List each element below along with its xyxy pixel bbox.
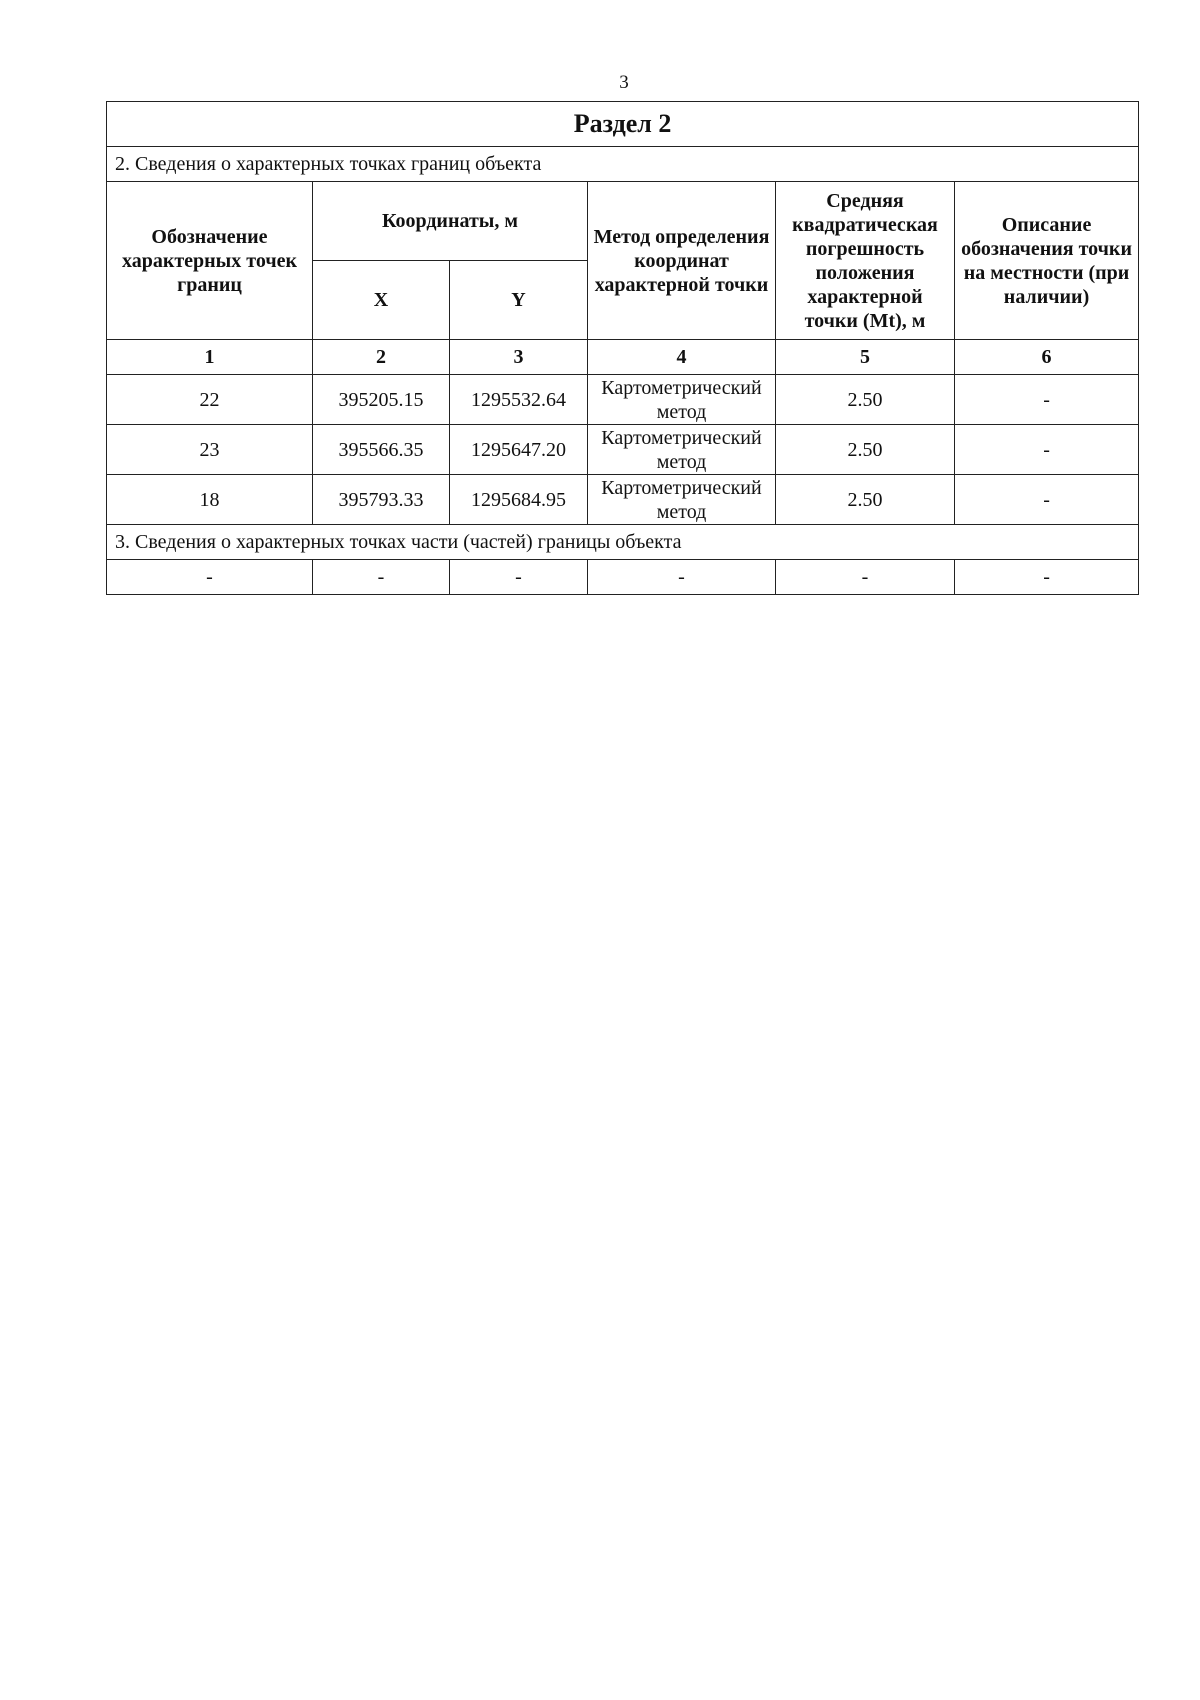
section-2-table — [106, 101, 1139, 595]
parts-cell-2: - — [313, 560, 450, 595]
column-number-5: 5 — [776, 340, 955, 375]
method: Картометрический метод — [588, 475, 776, 525]
column-number-1: 1 — [107, 340, 313, 375]
column-number-3: 3 — [450, 340, 588, 375]
parts-cell-6: - — [955, 560, 1139, 595]
header-coordinates: Координаты, м — [313, 182, 588, 261]
section-title: Раздел 2 — [107, 102, 1139, 147]
page-number: 3 — [619, 72, 629, 93]
point-id: 18 — [107, 475, 313, 525]
table-row — [107, 425, 1139, 475]
coord-x: 395793.33 — [313, 475, 450, 525]
coord-x: 395566.35 — [313, 425, 450, 475]
error-mt: 2.50 — [776, 375, 955, 425]
description: - — [955, 425, 1139, 475]
point-id: 23 — [107, 425, 313, 475]
column-number-4: 4 — [588, 340, 776, 375]
header-method: Метод определения координат характерной точки — [588, 182, 776, 340]
parts-row — [107, 560, 1139, 595]
coord-y: 1295647.20 — [450, 425, 588, 475]
parts-cell-5: - — [776, 560, 955, 595]
coord-x: 395205.15 — [313, 375, 450, 425]
method: Картометрический метод — [588, 375, 776, 425]
subsection-2-heading: 2. Сведения о характерных точках границ объекта — [107, 147, 1139, 182]
description: - — [955, 375, 1139, 425]
header-error: Средняя квадратическая погрешность положения характерной точки (Mt), м — [776, 182, 955, 340]
header-designation: Обозначение характерных точек границ — [107, 182, 313, 340]
table-row — [107, 475, 1139, 525]
error-mt: 2.50 — [776, 475, 955, 525]
column-number-2: 2 — [313, 340, 450, 375]
coord-y: 1295532.64 — [450, 375, 588, 425]
parts-cell-4: - — [588, 560, 776, 595]
subsection-3-heading: 3. Сведения о характерных точках части (частей) границы объекта — [107, 525, 1139, 560]
header-description: Описание обозначения точки на местности (при наличии) — [955, 182, 1139, 340]
table-row — [107, 375, 1139, 425]
description: - — [955, 475, 1139, 525]
column-number-6: 6 — [955, 340, 1139, 375]
parts-cell-3: - — [450, 560, 588, 595]
parts-cell-1: - — [107, 560, 313, 595]
coord-y: 1295684.95 — [450, 475, 588, 525]
method: Картометрический метод — [588, 425, 776, 475]
error-mt: 2.50 — [776, 425, 955, 475]
header-x: X — [313, 261, 450, 340]
point-id: 22 — [107, 375, 313, 425]
header-y: Y — [450, 261, 588, 340]
